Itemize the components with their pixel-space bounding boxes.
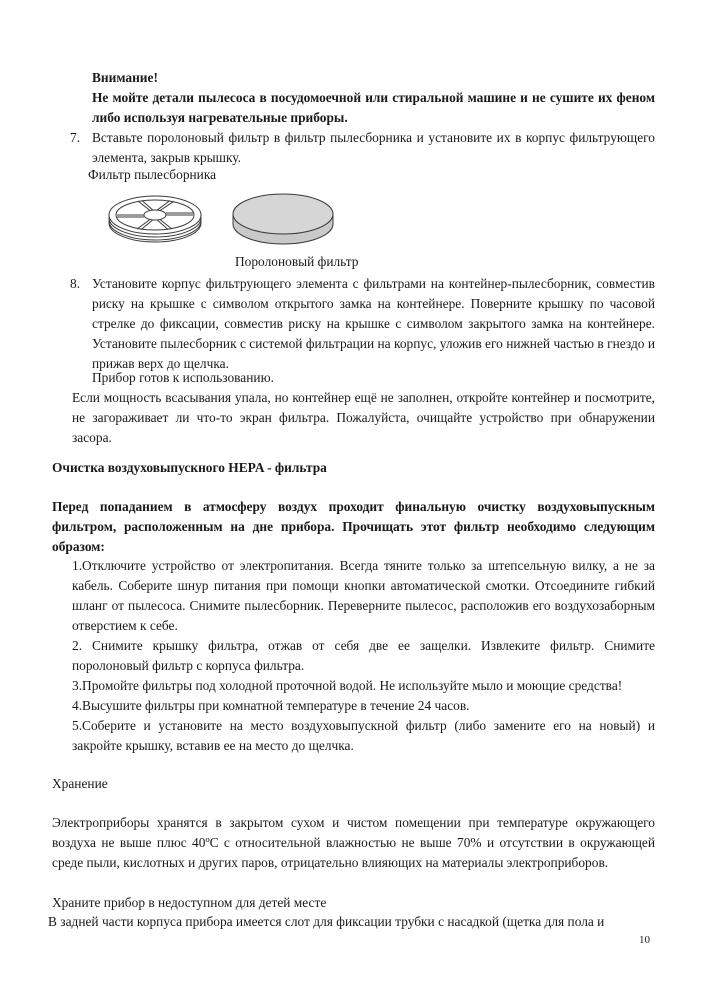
- ready-text: Прибор готов к использованию.: [92, 370, 274, 385]
- step-number: 7.: [70, 130, 81, 145]
- storage-slot-text: В задней части корпуса прибора имеется слот для фиксации трубки с насадкой (щетка для пола и: [48, 914, 605, 929]
- page-number: 10: [639, 934, 650, 946]
- hepa-steps-list: [72, 556, 655, 756]
- suction-note: Если мощность всасывания упала, но контейнер ещё не заполнен, откройте контейнер и посмотрите, не загораживает ли что-то экран фильтра. Пожалуйста, очищайте устройство при обнаружении засора.: [72, 390, 655, 445]
- step-7-text: Вставьте поролоновый фильтр в фильтр пылесборника и установите их в корпус фильтрующего элемента, закрыв крышку.: [92, 130, 655, 165]
- dust-filter-label: Фильтр пылесборника: [88, 167, 217, 182]
- hepa-intro: Перед попаданием в атмосферу воздух проходит финальную очистку воздуховыпускным фильтром, расположенным на дне прибора. Прочищать этот фильтр необходимо следующим образом:: [52, 499, 655, 554]
- hepa-step: 4.Высушите фильтры при комнатной температуре в течение 24 часов.: [72, 698, 470, 713]
- hepa-step: 1.Отключите устройство от электропитания. Всегда тяните только за штепсельную вилку, а не за кабель. Соберите шнур питания при помощи кнопки автоматической смотки. Отсоедините гибкий шланг от пылесоса. Снимите пылесборник. Переверните пылесос, расположив его воздухозаборным отверстием к себе.: [72, 558, 655, 633]
- storage-text: Электроприборы хранятся в закрытом сухом и чистом помещении при температуре окружающего воздуха не выше плюс 40ºС с относительной влажностью не выше 70% и отсутствии в окружающей среде пыли, кислотных и других паров, отрицательно влияющих на материалы электроприборов.: [52, 815, 655, 870]
- step-8-text: Установите корпус фильтрующего элемента с фильтрами на контейнер-пылесборник, совместив риску на крышке с символом открытого замка на контейнере. Поверните крышку по часовой стрелке до фиксации, совместив риску на крышке с символом закрытого замка на контейнере. Установите пылесборник с системой фильтрации на корпус, уложив его нижней частью в гнездо и прижав верх до щелчка.: [92, 276, 655, 371]
- step-number: 8.: [70, 276, 81, 291]
- foam-filter-icon: [233, 194, 333, 244]
- storage-heading: Хранение: [52, 776, 108, 791]
- hepa-step: 3.Промойте фильтры под холодной проточной водой. Не используйте мыло и моющие средства!: [72, 678, 623, 693]
- hepa-step: 5.Соберите и установите на место воздуховыпускной фильтр (либо замените его на новый) и закройте крышку, вставив ее на место до щелчка.: [72, 718, 655, 753]
- hepa-section-heading: Очистка воздуховыпускного HEPA - фильтра: [52, 460, 327, 475]
- warning-text: Не мойте детали пылесоса в посудомоечной или стиральной машине и не сушите их феном либо используя нагревательные приборы.: [92, 90, 655, 125]
- filters-figure: [100, 186, 340, 252]
- filters-illustration: [100, 186, 340, 252]
- foam-filter-label: Поролоновый фильтр: [235, 254, 359, 269]
- hepa-step: 2. Снимите крышку фильтра, отжав от себя две ее защелки. Извлеките фильтр. Снимите поролоновый фильтр с корпуса фильтра.: [72, 638, 655, 673]
- warning-title: Внимание!: [92, 70, 158, 85]
- storage-children-note: Храните прибор в недоступном для детей месте: [52, 895, 327, 910]
- dust-filter-icon: [109, 196, 201, 242]
